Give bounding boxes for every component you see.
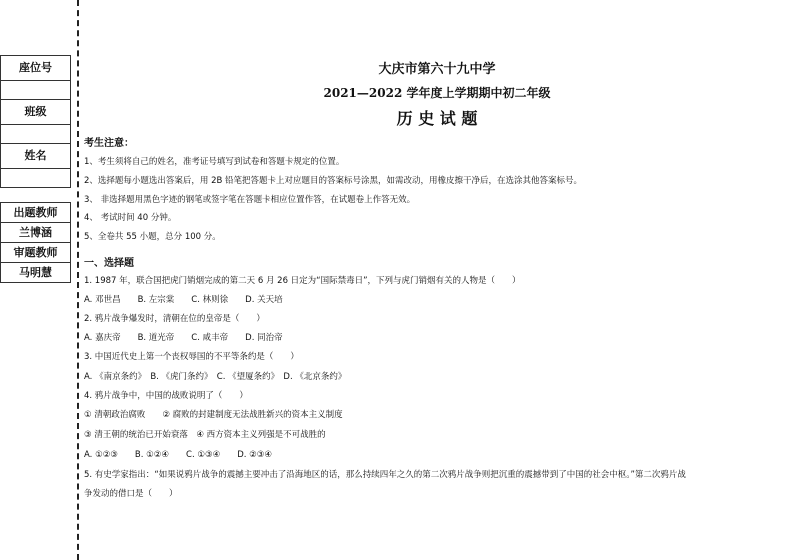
name-blank <box>1 169 70 187</box>
note-item: 1、考生须将自己的姓名，准考证号填写到试卷和答题卡规定的位置。 <box>84 157 345 167</box>
section-title: 一、选择题 <box>84 258 134 269</box>
question-line: 3. 中国近代史上第一个丧权辱国的不平等条约是（ ） <box>84 352 299 362</box>
question-line: A. 邓世昌 B. 左宗棠 C. 林则徐 D. 关天培 <box>84 295 283 305</box>
note-item: 4、 考试时间 40 分钟。 <box>84 213 177 223</box>
reviewer-label: 审题教师 <box>1 243 70 263</box>
seat-info-table <box>0 55 71 188</box>
staff-table <box>0 202 71 283</box>
term-title: 2021—2022 学年度上学期期中初二年级 <box>323 86 551 100</box>
question-setter-label: 出题教师 <box>1 203 70 223</box>
seat-number-blank <box>1 81 70 100</box>
question-line: 1. 1987 年，联合国把虎门销烟完成的第二天 6 月 26 日定为“国际禁毒日”，下列与虎门销烟有关的人物是（ ） <box>84 276 521 286</box>
notes-title: 考生注意： <box>84 138 134 149</box>
subject-title: 历 史 试 题 <box>396 109 478 128</box>
school-name: 大庆市第六十九中学 <box>378 62 496 77</box>
question-line: A. 《南京条约》 B. 《虎门条约》 C. 《望厦条约》 D. 《北京条约》 <box>84 372 347 382</box>
question-line: 4. 鸦片战争中，中国的战败说明了（ ） <box>84 391 248 401</box>
seal-line <box>77 0 79 560</box>
class-label: 班级 <box>1 100 70 125</box>
question-line: A. ①②③ B. ①②④ C. ①③④ D. ②③④ <box>84 450 273 460</box>
question-setter-name: 兰博涵 <box>1 223 70 243</box>
question-line: 争发动的借口是（ ） <box>84 489 178 499</box>
note-item: 5、全卷共 55 小题，总分 100 分。 <box>84 232 221 242</box>
reviewer-name: 马明慧 <box>19 266 52 279</box>
note-item: 2、选择题每小题选出答案后，用 2B 铅笔把答题卡上对应题目的答案标号涂黑，如需改动，用橡皮擦干净后，在选涂其他答案标号。 <box>84 176 583 186</box>
name-label: 姓名 <box>1 144 70 169</box>
question-line: 2. 鸦片战争爆发时，清朝在位的皇帝是（ ） <box>84 314 265 324</box>
question-line: ③ 清王朝的统治已开始衰落 ④ 西方资本主义列强是不可战胜的 <box>84 430 326 440</box>
question-line: 5. 有史学家指出：“如果说鸦片战争的震撼主要冲击了沿海地区的话，那么持续四年之久的第二次鸦片战争则把沉重的震撼带到了中国的社会中枢。”第二次鸦片战 <box>84 470 686 480</box>
note-item: 3、 非选择题用黑色字迹的钢笔或签字笔在答题卡相应位置作答，在试题卷上作答无效。 <box>84 195 416 205</box>
question-line: A. 嘉庆帝 B. 道光帝 C. 咸丰帝 D. 同治帝 <box>84 333 283 343</box>
class-blank <box>1 125 70 144</box>
question-line: ① 清朝政治腐败 ② 腐败的封建制度无法战胜新兴的资本主义制度 <box>84 410 343 420</box>
seat-number-label: 座位号 <box>1 56 70 81</box>
